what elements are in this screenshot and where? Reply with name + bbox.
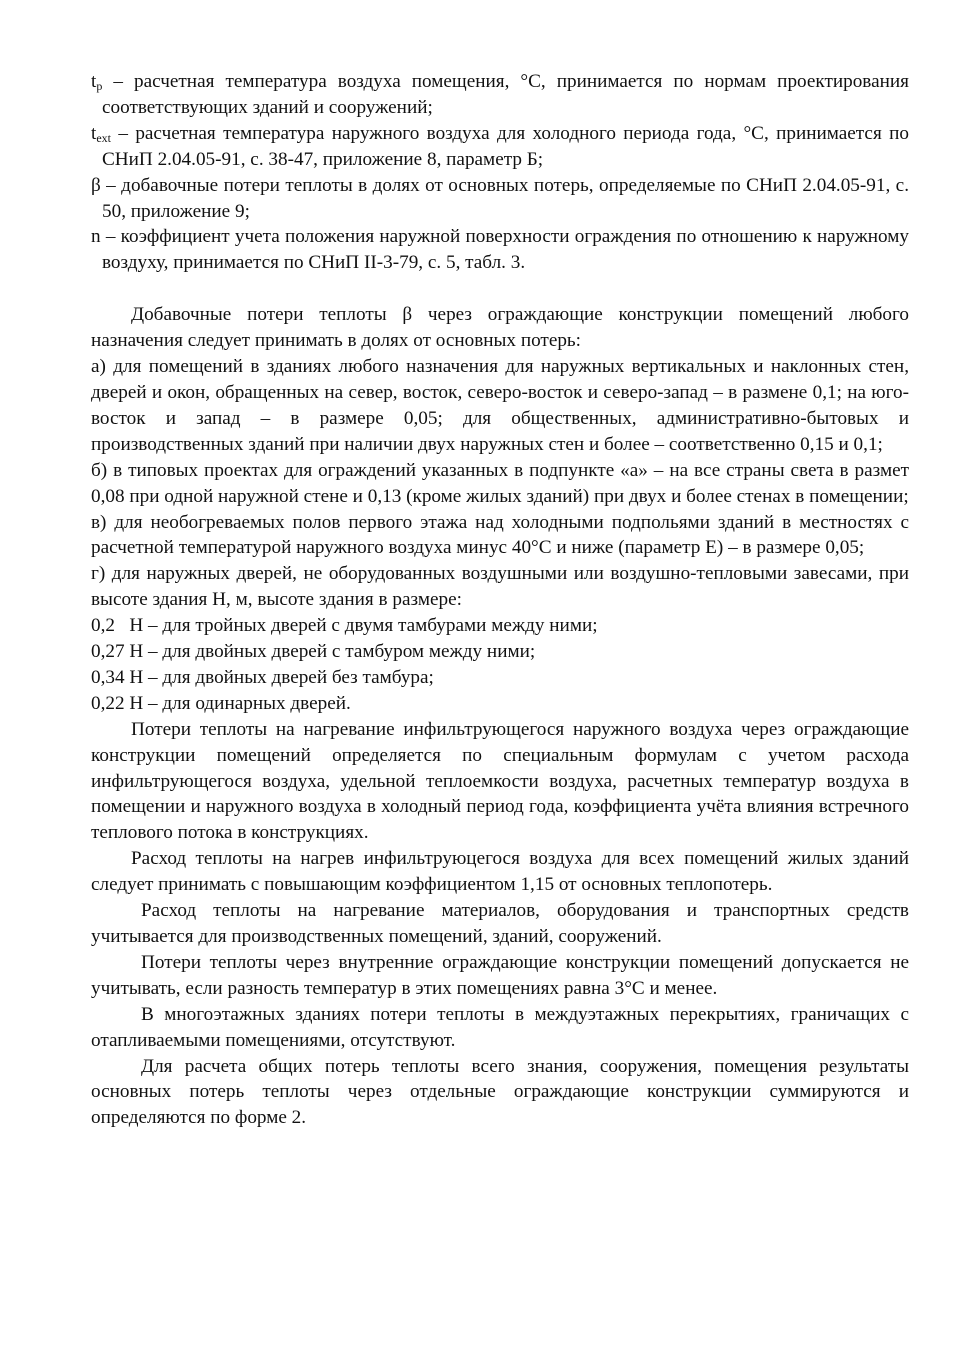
definition-symbol: t <box>91 122 97 144</box>
definition-text: – добавочные потери теплоты в долях от основных потерь, определяемые по СНиП 2.04.05-91, с. 50, приложение 9; <box>100 174 909 222</box>
definition-text-ext <box>91 121 909 173</box>
door-rule-double: 0,34 Н – для двойных дверей без тамбура; <box>91 666 434 688</box>
materials-paragraph: Расход теплоты на нагревание материалов, оборудования и транспортных средств учитывается для производственных помещений, зданий, сооружений. <box>91 900 909 947</box>
document-page <box>91 69 909 1131</box>
definition-text: – расчетная температура наружного воздуха для холодного периода года, °С, принимается по СНиП 2.04.05-91, с. 38-47, приложение 8, параметр Б; <box>102 122 909 170</box>
infiltration-paragraph: Потери теплоты на нагревание инфильтрующегося наружного воздуха через ограждающие конструкции помещений определяется по специальным формулам с учетом расхода инфильтрующегося воздуха, удельной теплоемкости воздуха, расчетных температур воздуха в помещении и наружного воздуха в холодный период года, коэффициента учёта влияния встречного теплового потока в конструкциях. <box>91 718 909 844</box>
multistorey-paragraph: В многоэтажных зданиях потери теплоты в междуэтажных перекрытиях, граничащих с отапливаемыми помещениями, отсутствуют. <box>91 1003 909 1051</box>
residential-paragraph: Расход теплоты на нагрев инфильтруюцегося воздуха для всех помещений жилых зданий следует принимать с повышающим коэффициентом 1,15 от основных теплопотерь. <box>91 848 909 896</box>
definition-text: – расчетная температура воздуха помещения, °С, принимается по нормам проектирования соответствующих зданий и сооружений; <box>102 71 909 118</box>
door-rule-triple: 0,2 Н – для тройных дверей с двумя тамбурами между ними; <box>91 615 598 637</box>
paragraph-spacer <box>91 276 909 302</box>
definition-tp <box>91 69 909 121</box>
definition-subscript: ext <box>96 130 112 145</box>
total-paragraph: Для расчета общих потерь теплоты всего знания, сооружения, помещения результаты основных потерь теплоты через отдельные ограждающие конструкции суммируются и определяются по форме 2. <box>91 1055 909 1129</box>
door-rule-single: 0,22 Н – для одинарных дверей. <box>91 692 351 714</box>
item-v: в) для необогреваемых полов первого этажа над холодными подпольями зданий в местностях с расчетной температурой наружного воздуха минус 40°С и ниже (параметр Е) – в размере 0,05; <box>91 511 909 559</box>
intro-paragraph: Добавочные потери теплоты β через ограждающие конструкции помещений любого назначения следует принимать в долях от основных потерь: <box>91 304 909 352</box>
item-g: г) для наружных дверей, не оборудованных воздушными или воздушно-тепловыми завесами, при высоте здания Н, м, высоте здания в размере: <box>91 563 909 611</box>
door-rule-double-vestibule: 0,27 Н – для двойных дверей с тамбуром между ними; <box>91 641 536 663</box>
definition-subscript: р <box>96 79 103 93</box>
internal-paragraph: Потери теплоты через внутренние ограждающие конструкции помещений допускается не учитывать, если разность температур в этих помещениях равна 3°С и менее. <box>91 951 909 999</box>
definition-symbol: β <box>91 174 101 196</box>
definition-beta <box>91 173 909 225</box>
definition-symbol: n <box>91 226 101 248</box>
item-a: а) для помещений в зданиях любого назначения для наружных вертикальных и наклонных стен, дверей и окон, обращенных на север, восток, северо-восток и северо-запад – в размене 0,1; на юго-восток и запад – в размере 0,05; для общественных, административно-бытовых и производственных зданий при наличии двух наружных стен и более – соответственно 0,15 и 0,1; <box>91 356 909 455</box>
definition-n <box>91 224 909 276</box>
item-b: б) в типовых проектах для ограждений указанных в подпункте «а» – на все страны света в размет 0,08 при одной наружной стене и 0,13 (кроме жилых зданий) при двух и более стенах в помещении; <box>91 459 909 507</box>
definition-text: – коэффициент учета положения наружной поверхности ограждения по отношению к наружному воздуху, принимается по СНиП II-3-79, с. 5, табл. 3. <box>100 226 909 274</box>
definition-symbol: t <box>91 71 97 92</box>
